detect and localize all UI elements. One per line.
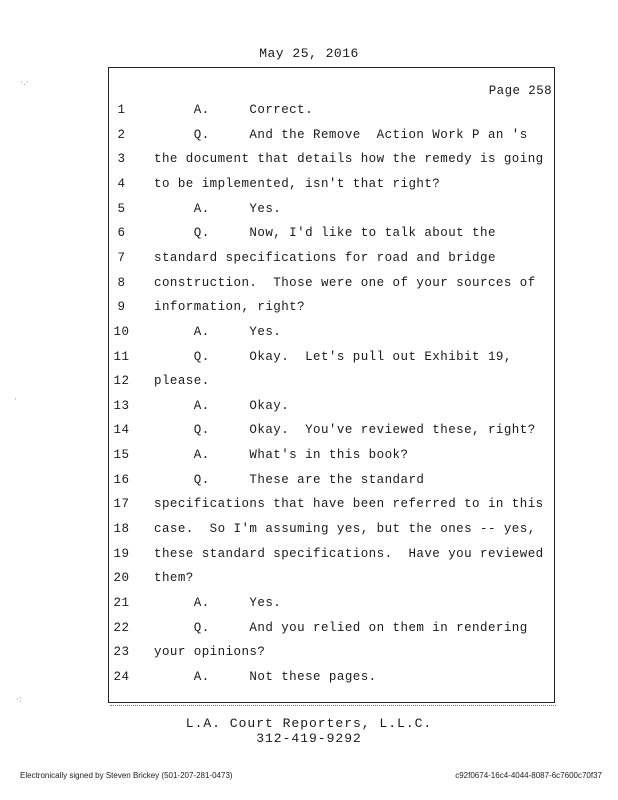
scan-speck: · bbox=[14, 395, 17, 405]
transcript-line bbox=[0, 596, 618, 614]
line-text: A. Correct. bbox=[154, 103, 314, 117]
line-text: specifications that have been referred to in this bbox=[154, 497, 544, 512]
footer-company: L.A. Court Reporters, L.L.C. bbox=[185, 716, 433, 731]
line-number: 9 bbox=[117, 300, 126, 315]
transcript-line bbox=[0, 399, 618, 417]
line-text: these standard specifications. Have you reviewed bbox=[154, 546, 544, 561]
line-number: 8 bbox=[117, 275, 126, 290]
line-text: Q. And the Remove Action Work P an 's bbox=[154, 127, 528, 142]
line-text: to be implemented, isn't that right? bbox=[154, 176, 441, 191]
transcript-line bbox=[0, 300, 618, 318]
transcript-line bbox=[0, 251, 618, 269]
line-number: 24 bbox=[113, 669, 130, 684]
line-text: construction. Those were one of your sources of bbox=[154, 275, 536, 290]
line-text: Q. These are the standard bbox=[154, 472, 425, 487]
frame-bottom-shadow bbox=[110, 705, 556, 706]
line-text: A. Yes. bbox=[154, 596, 282, 610]
line-number: 14 bbox=[113, 423, 130, 438]
line-number: 3 bbox=[117, 152, 126, 167]
line-text: A. What's in this book? bbox=[154, 448, 409, 463]
line-number: 22 bbox=[113, 620, 130, 635]
line-number: 19 bbox=[113, 546, 130, 561]
transcript-line bbox=[0, 571, 618, 589]
line-number: 20 bbox=[113, 571, 130, 586]
transcript-line bbox=[0, 448, 618, 466]
line-number: 23 bbox=[113, 645, 130, 660]
line-number: 7 bbox=[117, 250, 126, 265]
transcript-line bbox=[0, 670, 618, 688]
transcript-line bbox=[0, 621, 618, 639]
transcript-line bbox=[0, 226, 618, 244]
line-text: the document that details how the remedy is going bbox=[154, 152, 544, 167]
transcript-line bbox=[0, 374, 618, 392]
transcript-line bbox=[0, 497, 618, 515]
scan-speck: ·.· bbox=[20, 78, 29, 88]
line-text: Q. Okay. You've reviewed these, right? bbox=[154, 423, 536, 438]
line-text: your opinions? bbox=[154, 645, 266, 660]
line-number: 13 bbox=[113, 398, 130, 413]
line-number: 5 bbox=[117, 201, 126, 216]
line-number: 4 bbox=[117, 176, 126, 191]
transcript-line bbox=[0, 202, 618, 220]
transcript-line bbox=[0, 152, 618, 170]
line-number: 6 bbox=[117, 226, 126, 241]
line-text: A. Yes. bbox=[154, 324, 282, 339]
line-text: Q. And you relied on them in rendering bbox=[154, 620, 528, 635]
line-number: 18 bbox=[113, 522, 130, 536]
line-number: 17 bbox=[113, 497, 130, 512]
transcript-line bbox=[0, 177, 618, 195]
line-number: 1 bbox=[117, 103, 126, 117]
line-text: A. Yes. bbox=[154, 201, 282, 216]
line-text: please. bbox=[154, 374, 210, 389]
page-number: Page 258 bbox=[488, 84, 552, 98]
line-text: A. Not these pages. bbox=[154, 669, 377, 684]
transcript-line bbox=[0, 547, 618, 565]
transcript-line bbox=[0, 645, 618, 663]
date-header: May 25, 2016 bbox=[259, 46, 359, 61]
line-text: Q. Okay. Let's pull out Exhibit 19, bbox=[154, 349, 512, 364]
line-text: standard specifications for road and bridge bbox=[154, 250, 496, 265]
line-text: information, right? bbox=[154, 300, 306, 315]
line-text: them? bbox=[154, 571, 194, 586]
line-number: 2 bbox=[117, 127, 126, 142]
transcript-line bbox=[0, 423, 618, 441]
scan-speck: ·: bbox=[16, 695, 22, 705]
transcript-line bbox=[0, 350, 618, 368]
transcript-line bbox=[0, 473, 618, 491]
document-id: c92f0674-16c4-4044-8087-6c7600c70f37 bbox=[455, 771, 602, 780]
line-number: 11 bbox=[113, 349, 130, 364]
transcript-line bbox=[0, 276, 618, 294]
line-number: 15 bbox=[113, 448, 130, 463]
line-text: case. So I'm assuming yes, but the ones -- yes, bbox=[154, 522, 536, 536]
footer-phone: 312-419-9292 bbox=[256, 731, 362, 746]
transcript-line bbox=[0, 128, 618, 146]
line-number: 16 bbox=[113, 472, 130, 487]
line-text: Q. Now, I'd like to talk about the bbox=[154, 226, 496, 241]
transcript-line bbox=[0, 522, 618, 540]
transcript-line bbox=[0, 325, 618, 343]
line-number: 10 bbox=[113, 324, 130, 339]
esignature-note: Electronically signed by Steven Brickey (501-207-281-0473) bbox=[20, 771, 233, 780]
line-number: 21 bbox=[113, 596, 130, 610]
line-number: 12 bbox=[113, 374, 130, 389]
line-text: A. Okay. bbox=[154, 398, 290, 413]
transcript-line bbox=[0, 103, 618, 121]
